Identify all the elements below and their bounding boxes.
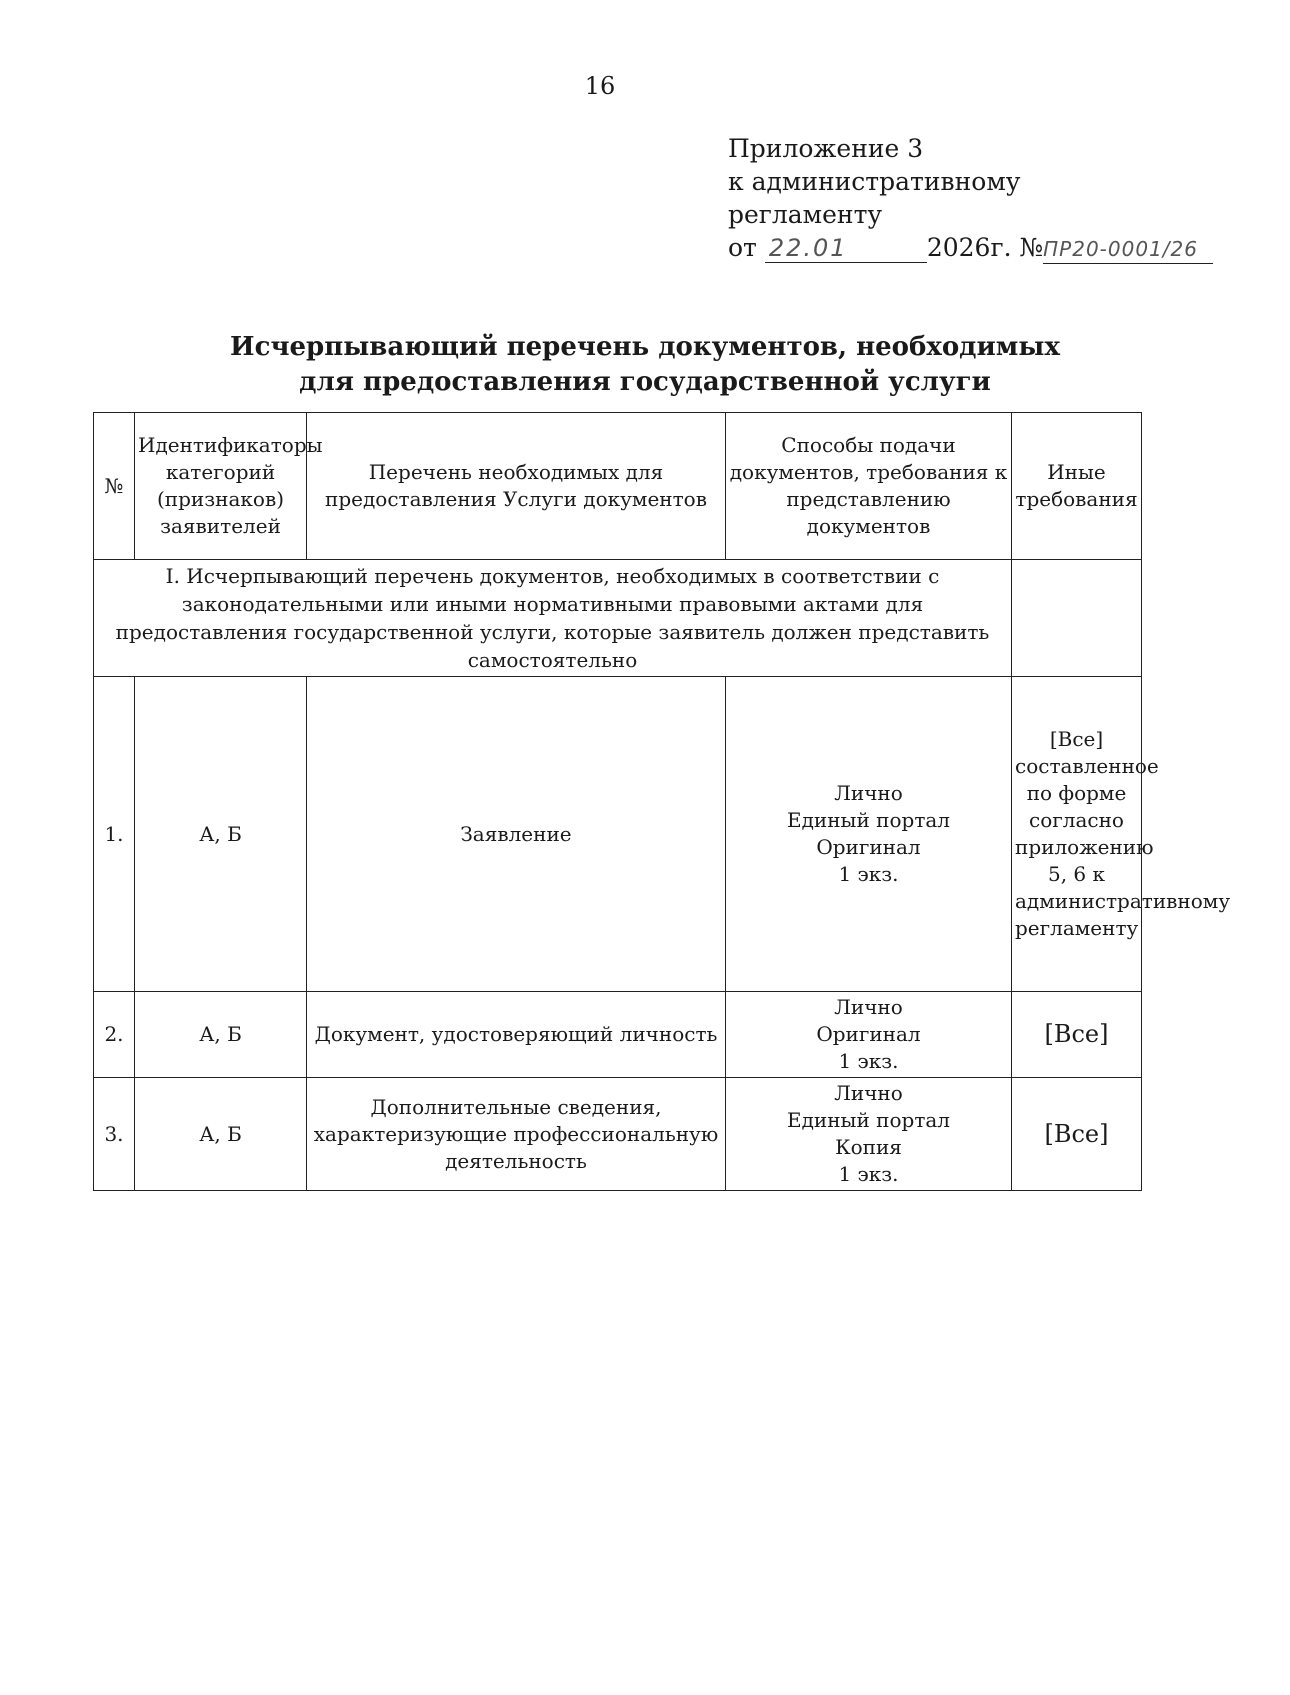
handwritten-date: 22.01 <box>765 234 927 263</box>
appendix-header <box>728 132 1198 264</box>
documents-table <box>93 412 1231 1191</box>
way-item: 1 экз. <box>838 1162 899 1186</box>
row-other-requirements: [Все] <box>1012 992 1142 1078</box>
table-header-row <box>94 413 1142 560</box>
way-item: Единый портал <box>786 1108 951 1132</box>
header-submission-ways: Способы подачи документов, требования к представлению документов <box>726 413 1012 560</box>
row-num: 2. <box>94 992 135 1078</box>
table-row <box>94 992 1142 1078</box>
row-category: А, Б <box>135 992 307 1078</box>
appendix-regulation: регламенту <box>728 200 883 229</box>
header-num: № <box>94 413 135 560</box>
table-section-row <box>94 560 1142 677</box>
section-empty-cell <box>1012 560 1142 677</box>
header-other-requirements: Иные требования <box>1012 413 1142 560</box>
way-item: Лично <box>834 1081 903 1105</box>
document-title <box>0 330 1290 400</box>
way-item: 1 экз. <box>838 1049 899 1073</box>
header-document-list: Перечень необходимых для предоставления Услуги документов <box>307 413 726 560</box>
table-row <box>94 1078 1142 1191</box>
way-item: 1 экз. <box>838 862 899 886</box>
row-ways <box>726 677 1012 992</box>
header-identifiers: Идентификаторы категорий (признаков) заявителей <box>135 413 307 560</box>
row-ways <box>726 1078 1012 1191</box>
row-document: Заявление <box>307 677 726 992</box>
way-item: Оригинал <box>816 835 921 859</box>
row-other-requirements: [Все] составленное по форме согласно приложению 5, 6 к административному регламенту <box>1012 677 1142 992</box>
way-item: Лично <box>834 781 903 805</box>
date-prefix: от <box>728 233 757 262</box>
section-heading: I. Исчерпывающий перечень документов, необходимых в соответствии с законодательными или иными нормативными правовыми актами для предоставления государственной услуги, которые заявитель должен представить самостоятельно <box>94 560 1012 677</box>
way-item: Оригинал <box>816 1022 921 1046</box>
appendix-subtitle: к административному <box>728 167 1021 196</box>
row-category: А, Б <box>135 1078 307 1191</box>
row-category: А, Б <box>135 677 307 992</box>
document-title-line2: для предоставления государственной услуги <box>299 367 991 397</box>
table-row <box>94 677 1142 992</box>
row-ways <box>726 992 1012 1078</box>
row-other-requirements: [Все] <box>1012 1078 1142 1191</box>
page-number: 16 <box>584 72 616 100</box>
row-document: Документ, удостоверяющий личность <box>307 992 726 1078</box>
way-item: Единый портал <box>786 808 951 832</box>
row-num: 3. <box>94 1078 135 1191</box>
appendix-title: Приложение 3 <box>728 134 924 163</box>
row-num: 1. <box>94 677 135 992</box>
way-item: Лично <box>834 995 903 1019</box>
appendix-date-line <box>728 231 1198 264</box>
way-item: Копия <box>835 1135 902 1159</box>
row-document: Дополнительные сведения, характеризующие профессиональную деятельность <box>307 1078 726 1191</box>
year-suffix: 2026г. № <box>926 233 1044 262</box>
document-title-line1: Исчерпывающий перечень документов, необходимых <box>230 332 1060 362</box>
handwritten-number: ПР20-0001/26 <box>1043 235 1213 264</box>
